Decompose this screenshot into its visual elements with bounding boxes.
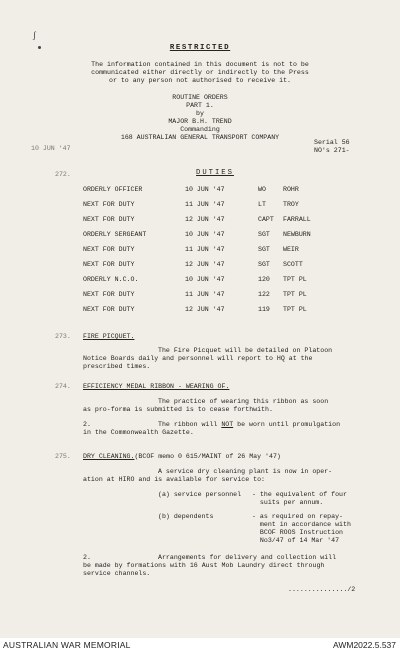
notice-line-3: or to any person not authorised to receive it. [108, 77, 292, 84]
duty-rank: 122 [258, 291, 270, 298]
efficiency-number: 274. [55, 383, 71, 390]
duty-role: NEXT FOR DUTY [83, 291, 135, 298]
duty-role: NEXT FOR DUTY [83, 306, 135, 313]
duty-name: NEWBURN [283, 231, 311, 238]
duty-role: NEXT FOR DUTY [83, 201, 135, 208]
duty-rank: 120 [258, 276, 270, 283]
duty-role: NEXT FOR DUTY [83, 216, 135, 223]
footer-accession-number: AWM2022.5.537 [333, 640, 396, 650]
duty-name: SCOTT [283, 261, 303, 268]
duty-rank: 119 [258, 306, 270, 313]
dry-cleaning-heading-line: DRY CLEANING.(BCOF memo 0 615/MAINT of 26 May '47) [83, 453, 281, 460]
duty-name: FARRALL [283, 216, 311, 223]
dry-cleaning-p2-number: 2. [83, 554, 91, 561]
dry-cleaning-p2-line-2: be made by formations with 16 Aust Mob Laundry direct through [83, 562, 325, 569]
dry-cleaning-p2-line-1: Arrangements for delivery and collection will [158, 554, 337, 561]
duty-name: ROHR [283, 186, 299, 193]
fire-picquet-line-2: Notice Boards daily and personnel will report to HQ at the [83, 355, 313, 362]
continued-marker: .............../2 [288, 586, 356, 593]
dependents-text-4: No3/47 of 14 Mar '47 [252, 537, 340, 544]
orders-author: MAJOR B.H. TREND [168, 118, 232, 125]
duty-name: TPT PL [283, 291, 307, 298]
dependents-text-2: ment in accordance with [252, 521, 351, 528]
efficiency-p1-line-1: The practice of wearing this ribbon as soon [158, 398, 329, 405]
handwritten-mark: ʃ [33, 30, 36, 40]
service-personnel-text-2: suits per annum. [252, 499, 324, 506]
fire-picquet-heading: FIRE PICQUET. [83, 333, 135, 340]
dependents-text-3: BCOF ROOS Instruction [252, 529, 344, 536]
duty-rank: SGT [258, 246, 270, 253]
duty-date: 10 JUN '47 [185, 186, 225, 193]
duty-rank: SGT [258, 231, 270, 238]
duty-role: NEXT FOR DUTY [83, 261, 135, 268]
orders-by: by [196, 110, 204, 117]
dry-cleaning-intro-1: A service dry cleaning plant is now in oper- [158, 468, 333, 475]
duty-date: 10 JUN '47 [185, 276, 225, 283]
service-personnel-text-1: - the equivalent of four [252, 491, 347, 498]
duties-heading: DUTIES [196, 169, 234, 177]
order-numbers: NO's 271- [314, 147, 350, 154]
footer-institution: AUSTRALIAN WAR MEMORIAL [3, 640, 131, 650]
efficiency-heading: EFFICIENCY MEDAL RIBBON - WEARING OF. [83, 383, 230, 390]
orders-title: ROUTINE ORDERS [172, 94, 228, 101]
orders-date: 10 JUN '47 [31, 145, 71, 152]
duties-number: 272. [55, 171, 71, 178]
orders-unit: 168 AUSTRALIAN GENERAL TRANSPORT COMPANY [120, 134, 280, 141]
duty-role: ORDERLY OFFICER [83, 186, 143, 193]
duty-role: NEXT FOR DUTY [83, 246, 135, 253]
duty-date: 12 JUN '47 [185, 261, 225, 268]
fire-picquet-number: 273. [55, 333, 71, 340]
notice-line-2: communicated either directly or indirectly to the Press [91, 69, 309, 76]
orders-commanding: Commanding [180, 126, 220, 133]
dependents-text-1: - as required on repay- [252, 513, 344, 520]
duty-date: 10 JUN '47 [185, 231, 225, 238]
duty-name: TPT PL [283, 306, 307, 313]
duty-rank: SGT [258, 261, 270, 268]
serial-number: Serial 56 [314, 139, 350, 146]
duty-date: 12 JUN '47 [185, 216, 225, 223]
archive-footer [0, 638, 400, 653]
notice-line-1: The information contained in this document is not to be [91, 61, 309, 68]
dry-cleaning-p2-line-3: service channels. [83, 570, 151, 577]
duty-role: ORDERLY SERGEANT [83, 231, 147, 238]
duty-date: 11 JUN '47 [185, 201, 225, 208]
service-personnel-label: (a) service personnel [158, 491, 242, 498]
duty-rank: WO [258, 186, 266, 193]
orders-part: PART 1. [186, 102, 214, 109]
duty-rank: CAPT [258, 216, 274, 223]
efficiency-p1-line-2: as pro-forma is submitted is to cease forthwith. [83, 406, 273, 413]
duty-role: ORDERLY N.C.O. [83, 276, 139, 283]
fire-picquet-line-3: prescribed times. [83, 363, 151, 370]
duty-rank: LT [258, 201, 266, 208]
duty-name: TROY [283, 201, 299, 208]
efficiency-p2-line-2: in the Commonwealth Gazette. [83, 429, 194, 436]
duty-date: 11 JUN '47 [185, 291, 225, 298]
duty-name: TPT PL [283, 276, 307, 283]
dry-cleaning-intro-2: ation at HIRO and is available for service to: [83, 476, 266, 483]
efficiency-p2-line-1: The ribbon will NOT be worn until promulgation [158, 421, 341, 428]
duty-date: 11 JUN '47 [185, 246, 225, 253]
fire-picquet-line-1: The Fire Picquet will be detailed on Platoon [158, 347, 333, 354]
classification-heading: RESTRICTED [169, 44, 231, 52]
efficiency-p2-number: 2. [83, 421, 91, 428]
duty-date: 12 JUN '47 [185, 306, 225, 313]
duty-name: WEIR [283, 246, 299, 253]
dry-cleaning-number: 275. [55, 453, 71, 460]
dependents-label: (b) dependents [158, 513, 214, 520]
